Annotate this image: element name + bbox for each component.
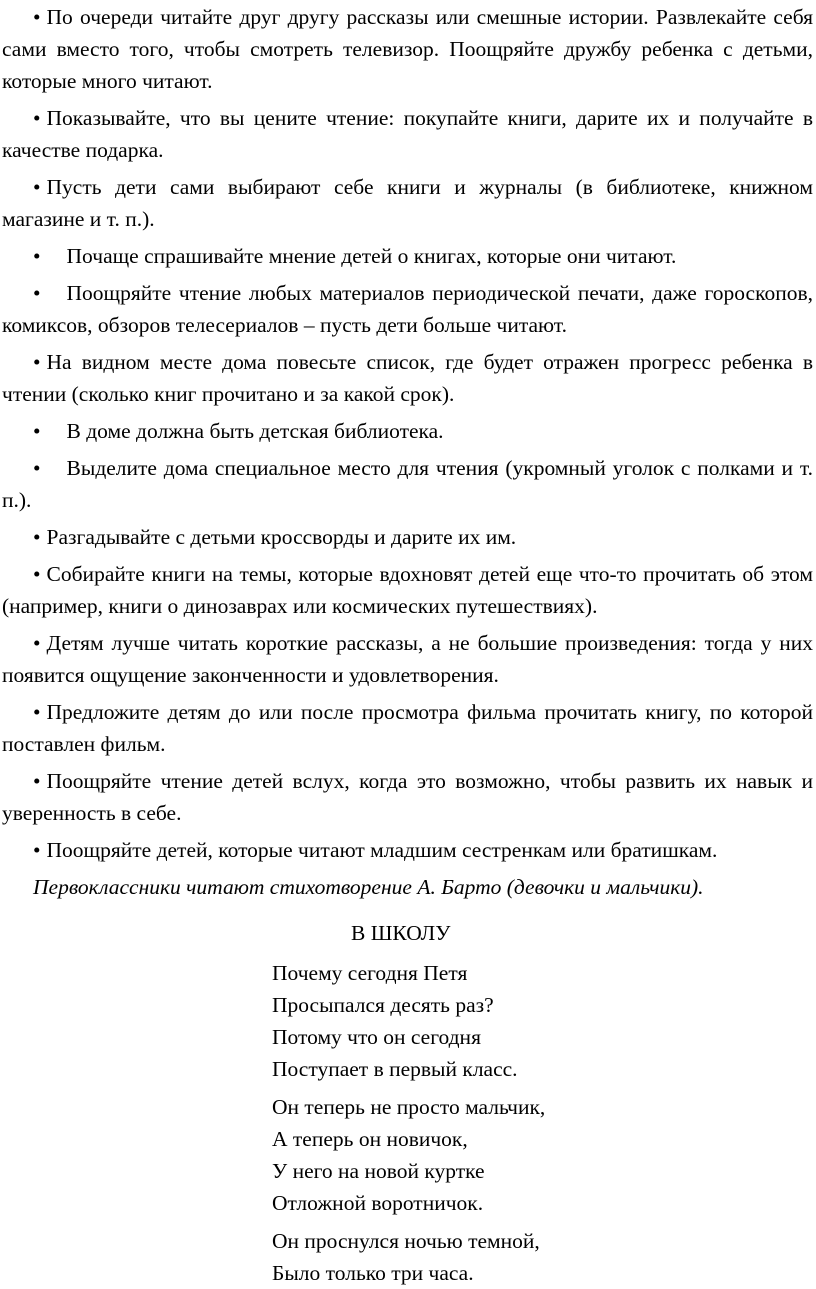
list-item-text: Поощряйте чтение любых материалов периодической печати, даже гороскопов, комиксов, обзоров телесериалов – пусть дети больше читают. <box>2 281 813 337</box>
poem-line: Было только три часа. <box>272 1261 474 1285</box>
list-item-text: Детям лучше читать короткие рассказы, а не большие произведения: тогда у них появится ощущение законченности и удовлетворения. <box>2 631 813 687</box>
poem-line: Просыпался десять раз? <box>272 993 494 1017</box>
list-item-text: Поощряйте чтение детей вслух, когда это возможно, чтобы развить их навык и уверенность в себе. <box>2 769 813 825</box>
poem-line: Почему сегодня Петя <box>272 961 468 985</box>
list-item-text: В доме должна быть детская библиотека. <box>66 419 444 443</box>
list-item <box>2 0 813 97</box>
bullet-icon: • <box>33 5 41 29</box>
list-item-text: Выделите дома специальное место для чтения (укромный уголок с полками и т. п.). <box>2 456 813 512</box>
list-item-text: Пусть дети сами выбирают себе книги и журналы (в библиотеке, книжном магазине и т. п.). <box>2 175 813 231</box>
bullet-icon: • <box>33 838 41 862</box>
list-item-text: Собирайте книги на темы, которые вдохновят детей еще что-то прочитать об этом (например, книги о динозаврах или космических путешествиях). <box>2 562 813 618</box>
poem-stanza <box>272 1091 813 1219</box>
bullet-icon: • <box>33 769 41 793</box>
poem-caption: Первоклассники читают стихотворение А. Барто (девочки и мальчики). <box>33 875 704 899</box>
list-item-text: Разгадывайте с детьми кроссворды и дарите их им. <box>46 525 517 549</box>
poem-stanza <box>272 1225 813 1289</box>
list-item <box>2 521 813 553</box>
list-item <box>2 627 813 691</box>
list-item-text: Поощряйте детей, которые читают младшим сестренкам или братишкам. <box>46 838 718 862</box>
list-item <box>2 834 813 866</box>
list-item-text: Почаще спрашивайте мнение детей о книгах, которые они читают. <box>66 244 677 268</box>
list-item <box>2 277 813 341</box>
poem-line: А теперь он новичок, <box>272 1127 468 1151</box>
poem-line: Он теперь не просто мальчик, <box>272 1095 546 1119</box>
poem-line: Отложной воротничок. <box>272 1191 484 1215</box>
bullet-icon: • <box>33 631 41 655</box>
advice-list <box>2 0 813 866</box>
poem <box>2 957 813 1289</box>
list-item <box>2 696 813 760</box>
list-item <box>2 171 813 235</box>
poem-title: В ШКОЛУ <box>351 921 451 945</box>
list-item <box>2 415 813 447</box>
bullet-icon: • <box>33 350 41 374</box>
poem-line: Потому что он сегодня <box>272 1025 481 1049</box>
list-item <box>2 558 813 622</box>
bullet-icon: • <box>33 525 41 549</box>
poem-line: Поступает в первый класс. <box>272 1057 518 1081</box>
list-item-text: По очереди читайте друг другу рассказы или смешные истории. Развлекайте себя сами вместо того, чтобы смотреть телевизор. Поощряйте дружбу ребенка с детьми, которые много читают. <box>2 5 813 93</box>
list-item <box>2 240 813 272</box>
bullet-icon: • <box>33 106 41 130</box>
list-item <box>2 765 813 829</box>
bullet-icon: • <box>33 175 41 199</box>
list-item <box>2 452 813 516</box>
bullet-icon: • <box>33 281 41 305</box>
poem-line: У него на новой куртке <box>272 1159 485 1183</box>
list-item-text: На видном месте дома повесьте список, где будет отражен прогресс ребенка в чтении (сколько книг прочитано и за какой срок). <box>2 350 813 406</box>
bullet-icon: • <box>33 562 41 586</box>
bullet-icon: • <box>33 456 41 480</box>
bullet-icon: • <box>33 244 41 268</box>
poem-stanza <box>272 957 813 1085</box>
list-item-text: Показывайте, что вы цените чтение: покупайте книги, дарите их и получайте в качестве подарка. <box>2 106 813 162</box>
list-item <box>2 346 813 410</box>
list-item-text: Предложите детям до или после просмотра фильма прочитать книгу, по которой поставлен фильм. <box>2 700 813 756</box>
bullet-icon: • <box>33 419 41 443</box>
bullet-icon: • <box>33 700 41 724</box>
poem-line: Он проснулся ночью темной, <box>272 1229 540 1253</box>
list-item <box>2 102 813 166</box>
